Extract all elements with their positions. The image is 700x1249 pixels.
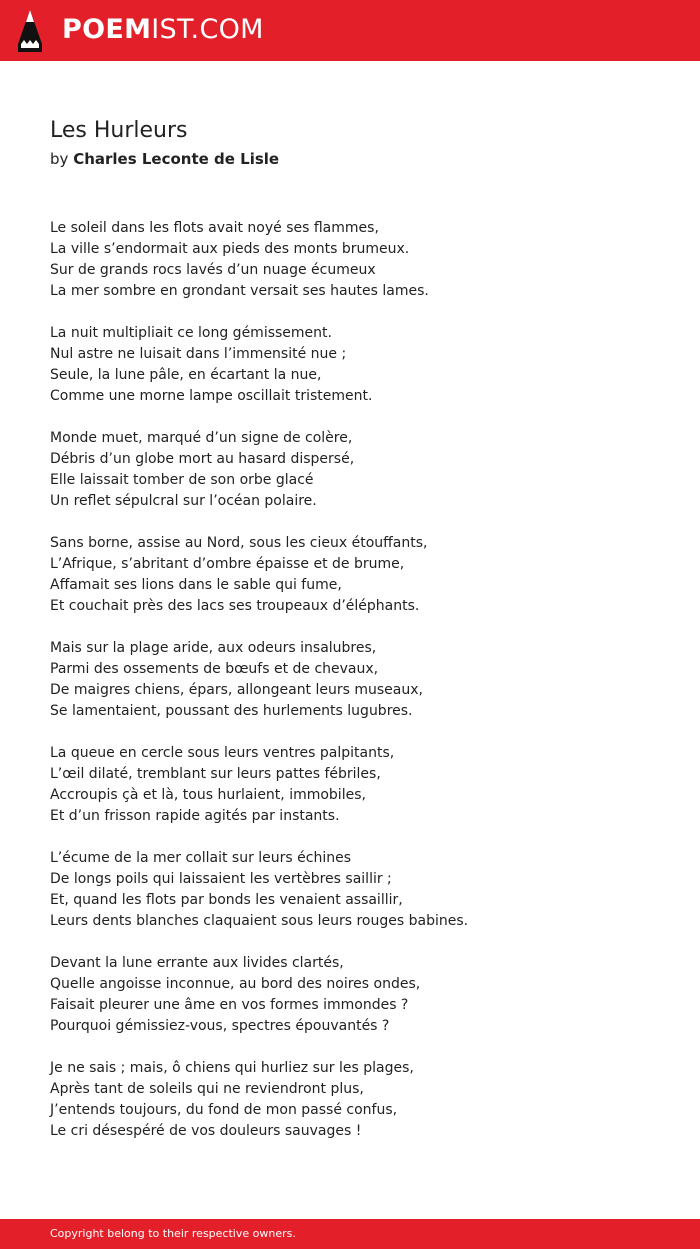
poem-line: Monde muet, marqué d’un signe de colère, — [50, 430, 353, 446]
poem-line: Se lamentaient, poussant des hurlements lugubres. — [50, 703, 413, 719]
poem-author: Charles Leconte de Lisle — [73, 150, 280, 168]
poem-line: De maigres chiens, épars, allongeant leurs museaux, — [50, 682, 423, 698]
poem-line: Seule, la lune pâle, en écartant la nue, — [50, 367, 322, 383]
poem-body — [50, 218, 670, 1163]
poem-line: Après tant de soleils qui ne reviendront plus, — [50, 1081, 364, 1097]
poem-line: Leurs dents blanches claquaient sous leurs rouges babines. — [50, 913, 469, 929]
poem-line: La ville s’endormait aux pieds des monts brumeux. — [50, 241, 410, 257]
poem-line: Et couchait près des lacs ses troupeaux d’éléphants. — [50, 598, 420, 614]
poem-line: La nuit multipliait ce long gémissement. — [50, 325, 332, 341]
poem-title: Les Hurleurs — [50, 118, 188, 143]
logo-bold-text: POEM — [62, 14, 152, 45]
poem-line: Sur de grands rocs lavés d’un nuage écumeux — [50, 262, 376, 278]
poem-line: Devant la lune errante aux livides clartés, — [50, 955, 344, 971]
poem-stanza — [50, 848, 670, 932]
poem-line: Le soleil dans les flots avait noyé ses flammes, — [50, 220, 379, 236]
poem-line: Affamait ses lions dans le sable qui fume, — [50, 577, 342, 593]
poem-line: Elle laissait tomber de son orbe glacé — [50, 472, 314, 488]
by-label: by — [50, 150, 69, 168]
poem-byline — [50, 148, 279, 170]
poem-line: Parmi des ossements de bœufs et de chevaux, — [50, 661, 379, 677]
poem-line: Comme une morne lampe oscillait tristement. — [50, 388, 373, 404]
poem-stanza — [50, 533, 670, 617]
poem-stanza — [50, 218, 670, 302]
poem-line: Accroupis çà et là, tous hurlaient, immobiles, — [50, 787, 366, 803]
poem-line: La mer sombre en grondant versait ses hautes lames. — [50, 283, 429, 299]
poem-stanza — [50, 743, 670, 827]
logo-light-text: IST.COM — [151, 14, 264, 45]
site-footer — [0, 1219, 700, 1249]
copyright-text: Copyright belong to their respective owners. — [50, 1227, 296, 1240]
poem-line: La queue en cercle sous leurs ventres palpitants, — [50, 745, 395, 761]
pencil-tip-icon[interactable] — [18, 10, 42, 52]
poem-line: Et, quand les flots par bonds les venaient assaillir, — [50, 892, 403, 908]
poem-stanza — [50, 953, 670, 1037]
poem-line: L’écume de la mer collait sur leurs échines — [50, 850, 352, 866]
poem-line: Un reflet sépulcral sur l’océan polaire. — [50, 493, 317, 509]
poem-line: Débris d’un globe mort au hasard dispersé, — [50, 451, 355, 467]
poem-line: Faisait pleurer une âme en vos formes immondes ? — [50, 997, 409, 1013]
poem-line: J’entends toujours, du fond de mon passé confus, — [50, 1102, 398, 1118]
poem-line: De longs poils qui laissaient les vertèbres saillir ; — [50, 871, 392, 887]
poem-line: Le cri désespéré de vos douleurs sauvages ! — [50, 1123, 362, 1139]
poem-line: Et d’un frisson rapide agités par instants. — [50, 808, 340, 824]
poem-stanza — [50, 323, 670, 407]
poem-line: Pourquoi gémissiez-vous, spectres épouvantés ? — [50, 1018, 390, 1034]
poem-line: Mais sur la plage aride, aux odeurs insalubres, — [50, 640, 377, 656]
poem-line: Je ne sais ; mais, ô chiens qui hurliez sur les plages, — [50, 1060, 414, 1076]
poem-line: Quelle angoisse inconnue, au bord des noires ondes, — [50, 976, 421, 992]
site-header — [0, 0, 700, 61]
poem-stanza — [50, 638, 670, 722]
poem-stanza — [50, 1058, 670, 1142]
poem-line: L’Afrique, s’abritant d’ombre épaisse et de brume, — [50, 556, 405, 572]
poem-line: Nul astre ne luisait dans l’immensité nue ; — [50, 346, 347, 362]
poem-line: Sans borne, assise au Nord, sous les cieux étouffants, — [50, 535, 428, 551]
site-logo[interactable] — [62, 14, 264, 46]
poem-line: L’œil dilaté, tremblant sur leurs pattes fébriles, — [50, 766, 381, 782]
poem-stanza — [50, 428, 670, 512]
